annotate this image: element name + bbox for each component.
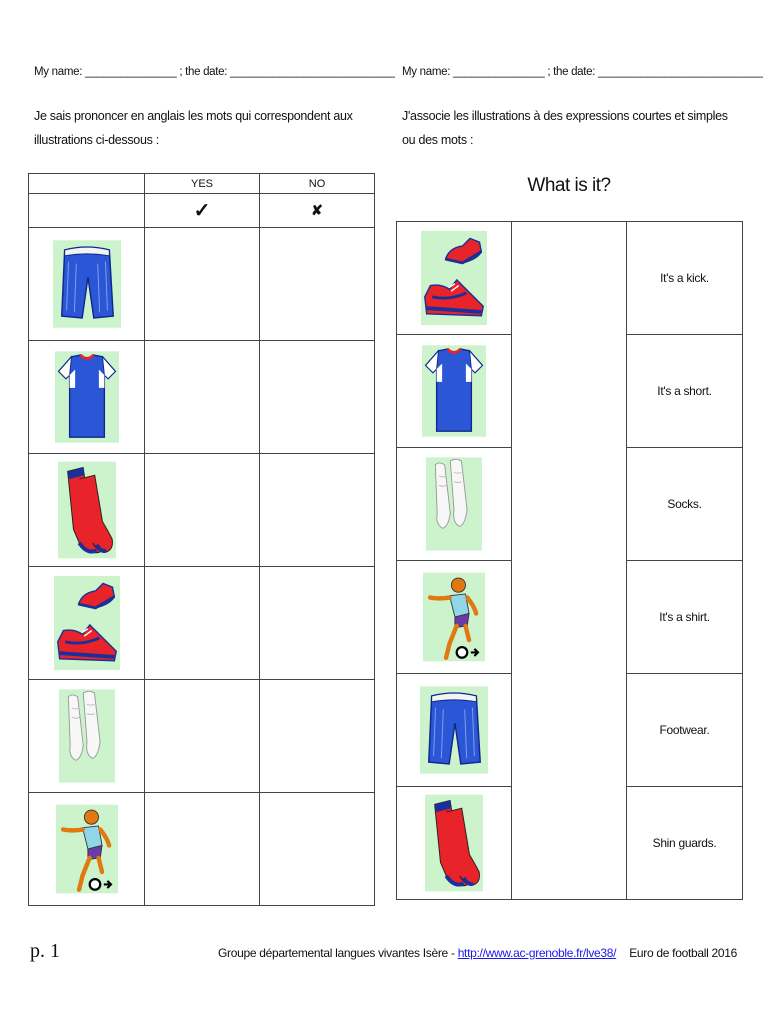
matching-space[interactable] (512, 222, 627, 900)
shirt-picture (29, 341, 145, 454)
no-answer-cell[interactable] (260, 228, 375, 341)
yes-column-header: YES (145, 174, 260, 194)
table-row (29, 228, 375, 341)
table-row (397, 222, 743, 335)
socks-picture (29, 454, 145, 567)
footer-event: Euro de football 2016 (629, 946, 737, 960)
yes-answer-cell[interactable] (145, 454, 260, 567)
shin-guards-picture (29, 680, 145, 793)
table-row (29, 341, 375, 454)
phrase-cell: It's a shirt. (627, 561, 743, 674)
yes-answer-cell[interactable] (145, 793, 260, 906)
boots-picture (29, 567, 145, 680)
socks-picture (397, 787, 512, 900)
shorts-icon (420, 680, 488, 780)
phrase-cell: It's a short. (627, 335, 743, 448)
shirt-icon (55, 349, 119, 445)
no-answer-cell[interactable] (260, 680, 375, 793)
shirt-picture (397, 335, 512, 448)
shin-guards-icon (426, 452, 482, 556)
table-row (29, 680, 375, 793)
no-answer-cell[interactable] (260, 341, 375, 454)
left-name-date-line[interactable]: My name: _______________ ; the date: ___________________________ (34, 66, 395, 78)
shorts-picture (397, 674, 512, 787)
table-row (29, 454, 375, 567)
right-name-date-line[interactable]: My name: _______________ ; the date: ___________________________ (402, 66, 763, 78)
no-answer-cell[interactable] (260, 793, 375, 906)
phrase-cell: It's a kick. (627, 222, 743, 335)
page-number: p. 1 (30, 940, 60, 962)
boots-picture (397, 222, 512, 335)
footer-group-text: Groupe départemental langues vivantes Isère - (218, 946, 458, 960)
cross-icon: ✘ (260, 194, 375, 228)
yes-answer-cell[interactable] (145, 567, 260, 680)
check-icon: ✓ (145, 194, 260, 228)
blank-symbol-cell (29, 194, 145, 228)
blank-header-cell (29, 174, 145, 194)
shin-guards-icon (59, 686, 115, 786)
football-boots-icon (421, 228, 487, 328)
yes-answer-cell[interactable] (145, 341, 260, 454)
kicking-player-icon (423, 565, 485, 669)
kick-picture (397, 561, 512, 674)
shorts-picture (29, 228, 145, 341)
shorts-icon (53, 234, 121, 334)
no-column-header: NO (260, 174, 375, 194)
kicking-player-icon (56, 799, 118, 899)
shirt-icon (422, 343, 486, 439)
matching-table (396, 221, 743, 900)
socks-icon (425, 793, 483, 893)
table-row (29, 793, 375, 906)
phrase-cell: Shin guards. (627, 787, 743, 900)
yes-answer-cell[interactable] (145, 228, 260, 341)
socks-icon (58, 460, 116, 560)
pronunciation-table (28, 173, 375, 906)
yes-answer-cell[interactable] (145, 680, 260, 793)
no-answer-cell[interactable] (260, 454, 375, 567)
right-instruction: J'associe les illustrations à des expressions courtes et simples ou des mots : (402, 109, 728, 147)
kick-picture (29, 793, 145, 906)
football-boots-icon (54, 573, 120, 673)
table-row (29, 567, 375, 680)
phrase-cell: Footwear. (627, 674, 743, 787)
left-instruction: Je sais prononcer en anglais les mots qui correspondent aux illustrations ci-dessous : (34, 109, 353, 147)
what-is-it-title: What is it? (527, 175, 611, 196)
shin-guards-picture (397, 448, 512, 561)
no-answer-cell[interactable] (260, 567, 375, 680)
phrase-cell: Socks. (627, 448, 743, 561)
footer-link[interactable]: http://www.ac-grenoble.fr/lve38/ (457, 946, 617, 960)
footer-credit (218, 946, 616, 960)
